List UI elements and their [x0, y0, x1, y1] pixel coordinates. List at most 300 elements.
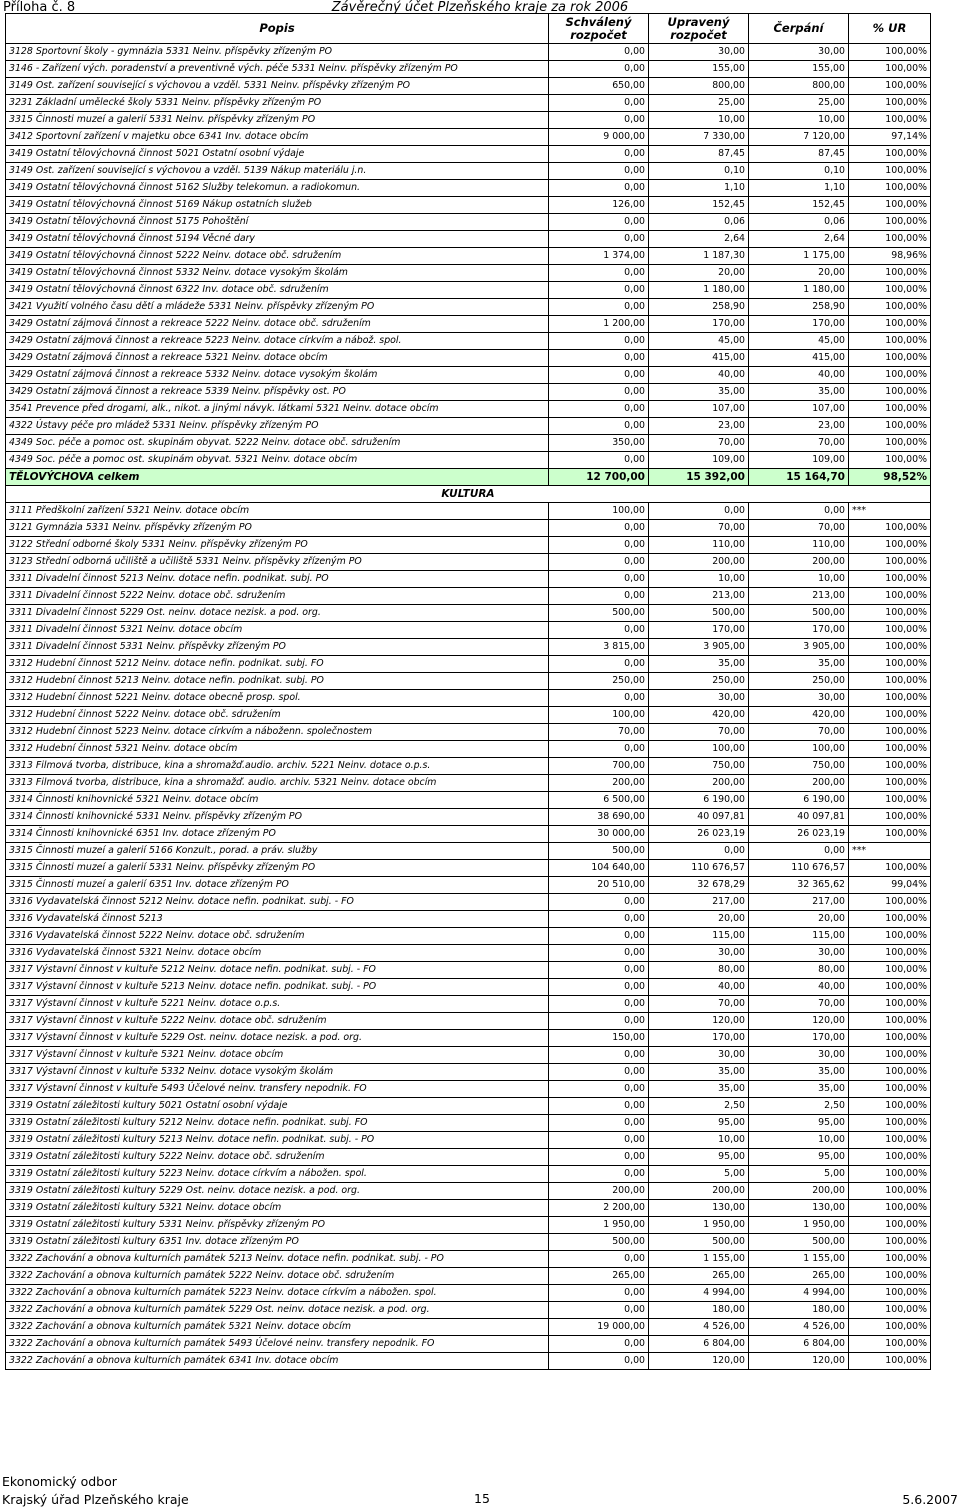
cell-ur: 100,00% — [849, 1030, 931, 1047]
table-row — [6, 1166, 931, 1183]
cell-upraveny: 30,00 — [649, 1047, 749, 1064]
cell-cerpani: 35,00 — [749, 384, 849, 401]
cell-ur: 100,00% — [849, 180, 931, 197]
cell-schvaleny: 70,00 — [549, 724, 649, 741]
document-title: Závěrečný účet Plzeňského kraje za rok 2006 — [331, 0, 629, 15]
cell-upraveny: 500,00 — [649, 1234, 749, 1251]
cell-upraveny: 180,00 — [649, 1302, 749, 1319]
cell-popis: 3111 Předškolní zařízení 5321 Neinv. dotace obcím — [6, 503, 549, 520]
cell-popis: 3316 Vydavatelská činnost 5213 — [6, 911, 549, 928]
cell-ur: 100,00% — [849, 401, 931, 418]
cell-upraveny: 20,00 — [649, 265, 749, 282]
table-row — [6, 860, 931, 877]
cell-cerpani: 0,06 — [749, 214, 849, 231]
cell-cerpani: 1 180,00 — [749, 282, 849, 299]
cell-upraveny: 32 678,29 — [649, 877, 749, 894]
cell-schvaleny: 0,00 — [549, 911, 649, 928]
cell-upraveny: 750,00 — [649, 758, 749, 775]
cell-schvaleny: 0,00 — [549, 1047, 649, 1064]
table-row — [6, 1047, 931, 1064]
cell-cerpani: 800,00 — [749, 78, 849, 95]
table-row — [6, 214, 931, 231]
cell-ur: 98,96% — [849, 248, 931, 265]
cell-schvaleny: 2 200,00 — [549, 1200, 649, 1217]
cell-upraveny: 115,00 — [649, 928, 749, 945]
cell-ur: 100,00% — [849, 231, 931, 248]
cell-popis: TĚLOVÝCHOVA celkem — [6, 469, 549, 486]
cell-schvaleny: 500,00 — [549, 1234, 649, 1251]
cell-cerpani: 200,00 — [749, 775, 849, 792]
cell-popis: 3319 Ostatní záležitosti kultury 5223 Neinv. dotace církvím a nábožen. spol. — [6, 1166, 549, 1183]
cell-cerpani: 40 097,81 — [749, 809, 849, 826]
cell-ur: 100,00% — [849, 588, 931, 605]
cell-popis: 3319 Ostatní záležitosti kultury 5212 Neinv. dotace nefin. podnikat. subj. FO — [6, 1115, 549, 1132]
table-row — [6, 1098, 931, 1115]
cell-cerpani: 1 155,00 — [749, 1251, 849, 1268]
cell-cerpani: 180,00 — [749, 1302, 849, 1319]
cell-schvaleny: 0,00 — [549, 894, 649, 911]
table-row — [6, 1234, 931, 1251]
cell-cerpani: 40,00 — [749, 979, 849, 996]
cell-ur: 100,00% — [849, 1081, 931, 1098]
cell-schvaleny: 0,00 — [549, 1336, 649, 1353]
cell-upraveny: 1 155,00 — [649, 1251, 749, 1268]
cell-schvaleny: 0,00 — [549, 741, 649, 758]
cell-popis: 3419 Ostatní tělovýchovná činnost 5169 Nákup ostatních služeb — [6, 197, 549, 214]
table-row — [6, 401, 931, 418]
cell-popis: 3419 Ostatní tělovýchovná činnost 5021 Ostatní osobní výdaje — [6, 146, 549, 163]
cell-popis: 3419 Ostatní tělovýchovná činnost 5175 Pohoštění — [6, 214, 549, 231]
cell-upraveny: 20,00 — [649, 911, 749, 928]
cell-ur: 100,00% — [849, 1302, 931, 1319]
cell-upraveny: 95,00 — [649, 1149, 749, 1166]
table-row — [6, 384, 931, 401]
cell-schvaleny: 250,00 — [549, 673, 649, 690]
cell-popis: 3319 Ostatní záležitosti kultury 5021 Ostatní osobní výdaje — [6, 1098, 549, 1115]
cell-cerpani: 45,00 — [749, 333, 849, 350]
cell-cerpani: 80,00 — [749, 962, 849, 979]
cell-ur: 100,00% — [849, 350, 931, 367]
cell-ur: 100,00% — [849, 656, 931, 673]
cell-cerpani: 35,00 — [749, 1081, 849, 1098]
cell-cerpani: 6 190,00 — [749, 792, 849, 809]
table-row — [6, 95, 931, 112]
cell-cerpani: 213,00 — [749, 588, 849, 605]
cell-ur: 100,00% — [849, 78, 931, 95]
table-row — [6, 1064, 931, 1081]
cell-popis: 3412 Sportovní zařízení v majetku obce 6341 Inv. dotace obcím — [6, 129, 549, 146]
table-row — [6, 724, 931, 741]
cell-popis: 3317 Výstavní činnost v kultuře 5493 Účelové neinv. transfery nepodnik. FO — [6, 1081, 549, 1098]
cell-schvaleny: 0,00 — [549, 1149, 649, 1166]
cell-cerpani: 0,00 — [749, 843, 849, 860]
cell-schvaleny: 0,00 — [549, 299, 649, 316]
cell-popis: 3314 Činnosti knihovnické 5331 Neinv. příspěvky zřízeným PO — [6, 809, 549, 826]
cell-upraveny: 2,64 — [649, 231, 749, 248]
cell-cerpani: 170,00 — [749, 316, 849, 333]
cell-cerpani: 4 994,00 — [749, 1285, 849, 1302]
cell-cerpani: 500,00 — [749, 1234, 849, 1251]
cell-upraveny: 40,00 — [649, 979, 749, 996]
cell-schvaleny: 100,00 — [549, 707, 649, 724]
table-row — [6, 945, 931, 962]
cell-upraveny: 7 330,00 — [649, 129, 749, 146]
cell-ur: 100,00% — [849, 996, 931, 1013]
cell-popis: 3146 - Zařízení vých. poradenství a preventivně vých. péče 5331 Neinv. příspěvky zřízeným PO — [6, 61, 549, 78]
cell-cerpani: 1 950,00 — [749, 1217, 849, 1234]
cell-popis: 3316 Vydavatelská činnost 5321 Neinv. dotace obcím — [6, 945, 549, 962]
table-row — [6, 1268, 931, 1285]
cell-ur: 100,00% — [849, 452, 931, 469]
table-row — [6, 622, 931, 639]
cell-schvaleny: 0,00 — [549, 367, 649, 384]
cell-ur: 100,00% — [849, 197, 931, 214]
cell-popis: 3421 Využití volného času dětí a mládeže 5331 Neinv. příspěvky zřízeným PO — [6, 299, 549, 316]
table-row — [6, 588, 931, 605]
cell-cerpani: 170,00 — [749, 622, 849, 639]
cell-ur: 100,00% — [849, 537, 931, 554]
cell-schvaleny: 200,00 — [549, 775, 649, 792]
cell-schvaleny: 0,00 — [549, 333, 649, 350]
cell-popis: 3316 Vydavatelská činnost 5212 Neinv. dotace nefin. podnikat. subj. - FO — [6, 894, 549, 911]
cell-popis: 3319 Ostatní záležitosti kultury 5229 Ost. neinv. dotace nezisk. a pod. org. — [6, 1183, 549, 1200]
cell-cerpani: 258,90 — [749, 299, 849, 316]
cell-schvaleny: 1 374,00 — [549, 248, 649, 265]
table-row — [6, 639, 931, 656]
table-row — [6, 843, 931, 860]
cell-upraveny: 500,00 — [649, 605, 749, 622]
cell-popis: 3317 Výstavní činnost v kultuře 5332 Neinv. dotace vysokým školám — [6, 1064, 549, 1081]
cell-upraveny: 152,45 — [649, 197, 749, 214]
cell-cerpani: 200,00 — [749, 554, 849, 571]
cell-schvaleny: 700,00 — [549, 758, 649, 775]
cell-ur: 100,00% — [849, 265, 931, 282]
cell-ur: 100,00% — [849, 61, 931, 78]
cell-popis: 3231 Základní umělecké školy 5331 Neinv. příspěvky zřízeným PO — [6, 95, 549, 112]
cell-upraveny: 3 905,00 — [649, 639, 749, 656]
table-row — [6, 1115, 931, 1132]
cell-popis: 3317 Výstavní činnost v kultuře 5213 Neinv. dotace nefin. podnikat. subj. - PO — [6, 979, 549, 996]
table-row — [6, 979, 931, 996]
cell-cerpani: 10,00 — [749, 112, 849, 129]
cell-ur: 100,00% — [849, 1268, 931, 1285]
budget-table — [5, 13, 931, 1370]
table-row — [6, 435, 931, 452]
cell-popis: 3312 Hudební činnost 5221 Neinv. dotace obecně prosp. spol. — [6, 690, 549, 707]
cell-ur: *** — [849, 503, 931, 520]
cell-popis: 3317 Výstavní činnost v kultuře 5229 Ost. neinv. dotace nezisk. a pod. org. — [6, 1030, 549, 1047]
cell-upraveny: 10,00 — [649, 1132, 749, 1149]
cell-ur: 100,00% — [849, 299, 931, 316]
cell-popis: 3319 Ostatní záležitosti kultury 5213 Neinv. dotace nefin. podnikat. subj. - PO — [6, 1132, 549, 1149]
cell-upraveny: 250,00 — [649, 673, 749, 690]
cell-popis: 3312 Hudební činnost 5223 Neinv. dotace církvím a náboženn. společnostem — [6, 724, 549, 741]
table-row — [6, 826, 931, 843]
cell-schvaleny: 650,00 — [549, 78, 649, 95]
cell-ur: 100,00% — [849, 605, 931, 622]
table-row — [6, 571, 931, 588]
cell-ur: 100,00% — [849, 367, 931, 384]
table-row — [6, 605, 931, 622]
table-body — [6, 44, 931, 1370]
cell-cerpani: 1,10 — [749, 180, 849, 197]
cell-cerpani: 32 365,62 — [749, 877, 849, 894]
cell-schvaleny: 0,00 — [549, 112, 649, 129]
cell-popis: 3317 Výstavní činnost v kultuře 5212 Neinv. dotace nefin. podnikat. subj. - FO — [6, 962, 549, 979]
cell-upraveny: 0,10 — [649, 163, 749, 180]
cell-ur: 100,00% — [849, 1013, 931, 1030]
table-row — [6, 1030, 931, 1047]
cell-schvaleny: 0,00 — [549, 945, 649, 962]
cell-schvaleny: 0,00 — [549, 452, 649, 469]
cell-schvaleny: 0,00 — [549, 554, 649, 571]
cell-cerpani: 7 120,00 — [749, 129, 849, 146]
cell-popis: 3311 Divadelní činnost 5321 Neinv. dotace obcím — [6, 622, 549, 639]
cell-ur: 100,00% — [849, 979, 931, 996]
cell-popis: 3317 Výstavní činnost v kultuře 5222 Neinv. dotace obč. sdružením — [6, 1013, 549, 1030]
cell-popis: 3128 Sportovní školy - gymnázia 5331 Neinv. příspěvky zřízeným PO — [6, 44, 549, 61]
section-title: KULTURA — [6, 486, 931, 503]
cell-upraveny: 110,00 — [649, 537, 749, 554]
cell-upraveny: 40 097,81 — [649, 809, 749, 826]
cell-cerpani: 5,00 — [749, 1166, 849, 1183]
cell-ur: 100,00% — [849, 673, 931, 690]
cell-ur: 100,00% — [849, 945, 931, 962]
table-row — [6, 1132, 931, 1149]
table-row — [6, 316, 931, 333]
cell-schvaleny: 6 500,00 — [549, 792, 649, 809]
table-row — [6, 503, 931, 520]
cell-cerpani: 120,00 — [749, 1353, 849, 1370]
cell-schvaleny: 3 815,00 — [549, 639, 649, 656]
cell-schvaleny: 1 200,00 — [549, 316, 649, 333]
cell-ur: 100,00% — [849, 622, 931, 639]
cell-schvaleny: 100,00 — [549, 503, 649, 520]
cell-cerpani: 95,00 — [749, 1115, 849, 1132]
col-header-schvaleny: Schválený rozpočet — [549, 14, 649, 44]
cell-upraveny: 107,00 — [649, 401, 749, 418]
cell-popis: 3429 Ostatní zájmová činnost a rekreace 5223 Neinv. dotace církvím a nábož. spol. — [6, 333, 549, 350]
cell-upraveny: 35,00 — [649, 1064, 749, 1081]
cell-popis: 3315 Činnosti muzeí a galerií 5166 Konzult., porad. a práv. služby — [6, 843, 549, 860]
cell-popis: 3322 Zachování a obnova kulturních památek 6341 Inv. dotace obcím — [6, 1353, 549, 1370]
table-row — [6, 894, 931, 911]
cell-popis: 3311 Divadelní činnost 5229 Ost. neinv. dotace nezisk. a pod. org. — [6, 605, 549, 622]
cell-schvaleny: 0,00 — [549, 928, 649, 945]
table-row — [6, 707, 931, 724]
cell-cerpani: 70,00 — [749, 724, 849, 741]
cell-popis: 3121 Gymnázia 5331 Neinv. příspěvky zřízeným PO — [6, 520, 549, 537]
cell-upraveny: 70,00 — [649, 724, 749, 741]
cell-schvaleny: 0,00 — [549, 690, 649, 707]
table-row — [6, 775, 931, 792]
cell-schvaleny: 0,00 — [549, 163, 649, 180]
cell-schvaleny: 0,00 — [549, 282, 649, 299]
cell-popis: 3322 Zachování a obnova kulturních památek 5321 Neinv. dotace obcím — [6, 1319, 549, 1336]
table-header-row — [6, 14, 931, 44]
cell-schvaleny: 1 950,00 — [549, 1217, 649, 1234]
cell-cerpani: 30,00 — [749, 945, 849, 962]
cell-schvaleny: 9 000,00 — [549, 129, 649, 146]
cell-schvaleny: 0,00 — [549, 656, 649, 673]
cell-ur: 99,04% — [849, 877, 931, 894]
cell-popis: 3311 Divadelní činnost 5331 Neinv. příspěvky zřízeným PO — [6, 639, 549, 656]
cell-popis: 3419 Ostatní tělovýchovná činnost 5194 Věcné dary — [6, 231, 549, 248]
cell-upraveny: 25,00 — [649, 95, 749, 112]
table-row — [6, 350, 931, 367]
table-row — [6, 1149, 931, 1166]
cell-cerpani: 110 676,57 — [749, 860, 849, 877]
table-row — [6, 146, 931, 163]
cell-upraveny: 100,00 — [649, 741, 749, 758]
cell-popis: 3317 Výstavní činnost v kultuře 5321 Neinv. dotace obcím — [6, 1047, 549, 1064]
cell-schvaleny: 0,00 — [549, 180, 649, 197]
total-row — [6, 469, 931, 486]
cell-popis: 3315 Činnosti muzeí a galerií 6351 Inv. dotace zřízeným PO — [6, 877, 549, 894]
cell-upraveny: 10,00 — [649, 571, 749, 588]
cell-ur: 100,00% — [849, 571, 931, 588]
cell-popis: 3429 Ostatní zájmová činnost a rekreace 5339 Neinv. příspěvky ost. PO — [6, 384, 549, 401]
cell-ur: 100,00% — [849, 1285, 931, 1302]
cell-schvaleny: 0,00 — [549, 1132, 649, 1149]
table-row — [6, 299, 931, 316]
cell-ur: 100,00% — [849, 95, 931, 112]
cell-popis: 3319 Ostatní záležitosti kultury 5331 Neinv. příspěvky zřízeným PO — [6, 1217, 549, 1234]
cell-upraveny: 258,90 — [649, 299, 749, 316]
cell-ur: 100,00% — [849, 1047, 931, 1064]
cell-schvaleny: 104 640,00 — [549, 860, 649, 877]
cell-popis: 3319 Ostatní záležitosti kultury 5321 Neinv. dotace obcím — [6, 1200, 549, 1217]
cell-schvaleny: 0,00 — [549, 401, 649, 418]
table-row — [6, 333, 931, 350]
cell-ur: *** — [849, 843, 931, 860]
cell-ur: 100,00% — [849, 146, 931, 163]
cell-cerpani: 23,00 — [749, 418, 849, 435]
cell-schvaleny: 0,00 — [549, 418, 649, 435]
cell-ur: 100,00% — [849, 418, 931, 435]
col-header-upraveny: Upravený rozpočet — [649, 14, 749, 44]
cell-schvaleny: 150,00 — [549, 1030, 649, 1047]
cell-cerpani: 115,00 — [749, 928, 849, 945]
table-row — [6, 248, 931, 265]
table-row — [6, 78, 931, 95]
cell-upraveny: 200,00 — [649, 1183, 749, 1200]
cell-ur: 100,00% — [849, 775, 931, 792]
cell-upraveny: 70,00 — [649, 996, 749, 1013]
cell-schvaleny: 0,00 — [549, 1285, 649, 1302]
cell-schvaleny: 0,00 — [549, 61, 649, 78]
cell-ur: 100,00% — [849, 707, 931, 724]
cell-schvaleny: 200,00 — [549, 1183, 649, 1200]
table-row — [6, 112, 931, 129]
table-row — [6, 537, 931, 554]
cell-popis: 3419 Ostatní tělovýchovná činnost 5162 Služby telekomun. a radiokomun. — [6, 180, 549, 197]
cell-cerpani: 109,00 — [749, 452, 849, 469]
cell-upraveny: 1 187,30 — [649, 248, 749, 265]
cell-upraveny: 15 392,00 — [649, 469, 749, 486]
cell-schvaleny: 0,00 — [549, 622, 649, 639]
cell-upraveny: 10,00 — [649, 112, 749, 129]
cell-ur: 100,00% — [849, 1132, 931, 1149]
cell-cerpani: 0,10 — [749, 163, 849, 180]
cell-upraveny: 415,00 — [649, 350, 749, 367]
cell-schvaleny: 0,00 — [549, 537, 649, 554]
table-row — [6, 758, 931, 775]
table-row — [6, 61, 931, 78]
cell-upraveny: 30,00 — [649, 690, 749, 707]
cell-cerpani: 40,00 — [749, 367, 849, 384]
cell-schvaleny: 0,00 — [549, 1353, 649, 1370]
footer-department: Ekonomický odbor — [2, 1474, 117, 1489]
cell-ur: 100,00% — [849, 724, 931, 741]
cell-schvaleny: 350,00 — [549, 435, 649, 452]
cell-cerpani: 4 526,00 — [749, 1319, 849, 1336]
cell-upraveny: 30,00 — [649, 945, 749, 962]
cell-popis: 3429 Ostatní zájmová činnost a rekreace 5222 Neinv. dotace obč. sdružením — [6, 316, 549, 333]
cell-schvaleny: 12 700,00 — [549, 469, 649, 486]
cell-schvaleny: 0,00 — [549, 1098, 649, 1115]
cell-upraveny: 5,00 — [649, 1166, 749, 1183]
cell-ur: 97,14% — [849, 129, 931, 146]
cell-popis: 3429 Ostatní zájmová činnost a rekreace 5332 Neinv. dotace vysokým školám — [6, 367, 549, 384]
cell-upraveny: 87,45 — [649, 146, 749, 163]
cell-schvaleny: 0,00 — [549, 996, 649, 1013]
cell-ur: 100,00% — [849, 520, 931, 537]
cell-popis: 4322 Ústavy péče pro mládež 5331 Neinv. příspěvky zřízeným PO — [6, 418, 549, 435]
table-row — [6, 996, 931, 1013]
cell-popis: 3322 Zachování a obnova kulturních památek 5223 Neinv. dotace církvím a nábožen. spol. — [6, 1285, 549, 1302]
cell-upraveny: 217,00 — [649, 894, 749, 911]
cell-ur: 100,00% — [849, 435, 931, 452]
cell-upraveny: 4 526,00 — [649, 1319, 749, 1336]
cell-schvaleny: 38 690,00 — [549, 809, 649, 826]
table-row — [6, 911, 931, 928]
footer-office: Krajský úřad Plzeňského kraje — [2, 1492, 189, 1507]
cell-cerpani: 110,00 — [749, 537, 849, 554]
cell-cerpani: 415,00 — [749, 350, 849, 367]
cell-cerpani: 750,00 — [749, 758, 849, 775]
cell-cerpani: 95,00 — [749, 1149, 849, 1166]
cell-ur: 100,00% — [849, 333, 931, 350]
cell-schvaleny: 0,00 — [549, 1081, 649, 1098]
cell-cerpani: 155,00 — [749, 61, 849, 78]
table-row — [6, 554, 931, 571]
cell-upraveny: 1 180,00 — [649, 282, 749, 299]
cell-popis: 3312 Hudební činnost 5212 Neinv. dotace nefin. podnikat. subj. FO — [6, 656, 549, 673]
cell-schvaleny: 0,00 — [549, 146, 649, 163]
cell-schvaleny: 0,00 — [549, 962, 649, 979]
table-row — [6, 418, 931, 435]
cell-popis: 4349 Soc. péče a pomoc ost. skupinám obyvat. 5321 Neinv. dotace obcím — [6, 452, 549, 469]
table-row — [6, 1353, 931, 1370]
cell-upraveny: 2,50 — [649, 1098, 749, 1115]
cell-ur: 100,00% — [849, 1200, 931, 1217]
cell-upraveny: 35,00 — [649, 1081, 749, 1098]
cell-schvaleny: 30 000,00 — [549, 826, 649, 843]
cell-upraveny: 800,00 — [649, 78, 749, 95]
cell-schvaleny: 0,00 — [549, 571, 649, 588]
cell-schvaleny: 0,00 — [549, 588, 649, 605]
cell-ur: 100,00% — [849, 1336, 931, 1353]
cell-ur: 100,00% — [849, 112, 931, 129]
table-row — [6, 197, 931, 214]
cell-schvaleny: 20 510,00 — [549, 877, 649, 894]
cell-ur: 100,00% — [849, 758, 931, 775]
cell-upraveny: 4 994,00 — [649, 1285, 749, 1302]
cell-cerpani: 0,00 — [749, 503, 849, 520]
cell-schvaleny: 19 000,00 — [549, 1319, 649, 1336]
cell-ur: 100,00% — [849, 639, 931, 656]
